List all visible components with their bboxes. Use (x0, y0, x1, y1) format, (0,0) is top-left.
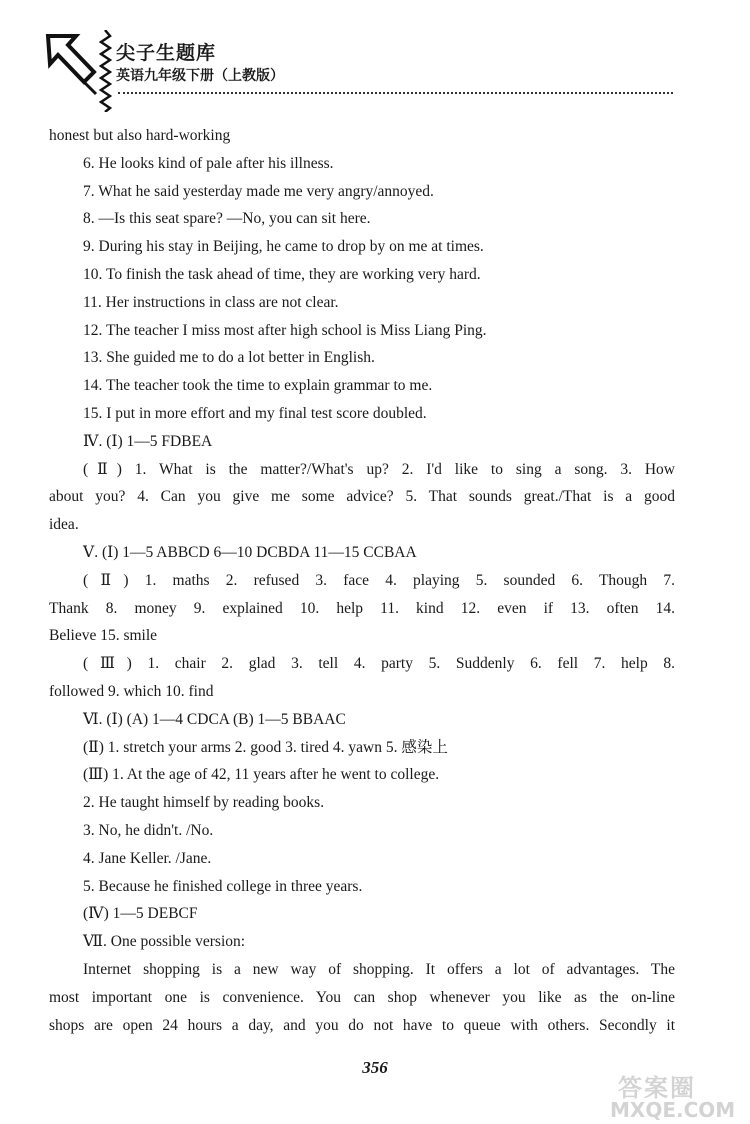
text-line: 13. She guided me to do a lot better in English. (83, 349, 375, 367)
text-line: (Ⅳ) 1—5 DEBCF (83, 905, 198, 923)
page-header (0, 0, 750, 110)
zigzag-divider-icon (98, 30, 112, 112)
watermark-cn: 答案圈 (618, 1074, 696, 1102)
text-line: Thank 8. money 9. explained 10. help 11. kind 12. even if 13. often 14. (49, 599, 675, 617)
text-line: honest but also hard-working (49, 127, 231, 144)
text-line: (Ⅱ) 1. maths 2. refused 3. face 4. playing 5. sounded 6. Though 7. (83, 571, 675, 589)
text-line: 12. The teacher I miss most after high school is Miss Liang Ping. (83, 321, 487, 339)
section-heading: Ⅴ. (Ⅰ) 1—5 ABBCD 6—10 DCBDA 11—15 CCBAA (83, 543, 417, 561)
text-line: 10. To finish the task ahead of time, they are working very hard. (83, 265, 481, 283)
text-line: 14. The teacher took the time to explain grammar to me. (83, 377, 433, 395)
text-line: 3. No, he didn't. /No. (83, 821, 214, 839)
text-line: Believe 15. smile (49, 627, 158, 645)
answer-text (49, 122, 675, 1039)
arrow-logo-icon (40, 32, 100, 102)
text-line: (Ⅱ) 1. stretch your arms 2. good 3. tired 4. yawn 5. 感染上 (83, 738, 448, 756)
text-line: idea. (49, 516, 79, 534)
section-heading: Ⅵ. (Ⅰ) (A) 1—4 CDCA (B) 1—5 BBAAC (83, 710, 346, 728)
watermark (610, 1068, 750, 1124)
text-line: 9. During his stay in Beijing, he came to drop by on me at times. (83, 238, 484, 256)
text-line: (Ⅲ) 1. chair 2. glad 3. tell 4. party 5. Suddenly 6. fell 7. help 8. (83, 655, 675, 673)
text-line: about you? 4. Can you give me some advice? 5. That sounds great./That is a good (49, 488, 675, 506)
text-line: 15. I put in more effort and my final test score doubled. (83, 404, 427, 422)
text-line: 6. He looks kind of pale after his illness. (83, 154, 334, 172)
section-heading: Ⅶ. One possible version: (83, 933, 246, 951)
page-number: 356 (362, 1058, 388, 1077)
text-line: 2. He taught himself by reading books. (83, 794, 325, 812)
text-line: (Ⅲ) 1. At the age of 42, 11 years after he went to college. (83, 766, 440, 784)
header-dotted-rule (118, 92, 673, 94)
text-line: Internet shopping is a new way of shopping. It offers a lot of advantages. The (83, 960, 675, 978)
text-line: 8. —Is this seat spare? —No, you can sit here. (83, 210, 371, 228)
text-line: 5. Because he finished college in three years. (83, 877, 363, 895)
section-heading: Ⅳ. (Ⅰ) 1—5 FDBEA (83, 432, 213, 450)
text-line: followed 9. which 10. find (49, 682, 214, 700)
watermark-url: MXQE.COM (610, 1098, 736, 1122)
text-line: 7. What he said yesterday made me very angry/annoyed. (83, 182, 434, 200)
series-title: 尖子生题库 (116, 42, 217, 64)
text-line: (Ⅱ) 1. What is the matter?/What's up? 2. I'd like to sing a song. 3. How (83, 460, 675, 478)
book-title: 英语九年级下册（上教版） (116, 68, 284, 84)
text-line: most important one is convenience. You can shop whenever you like as the on-line (49, 988, 675, 1006)
text-line: 4. Jane Keller. /Jane. (83, 849, 212, 867)
text-line: shops are open 24 hours a day, and you do not have to queue with others. Secondly it (49, 1016, 675, 1034)
text-line: 11. Her instructions in class are not clear. (83, 293, 339, 311)
